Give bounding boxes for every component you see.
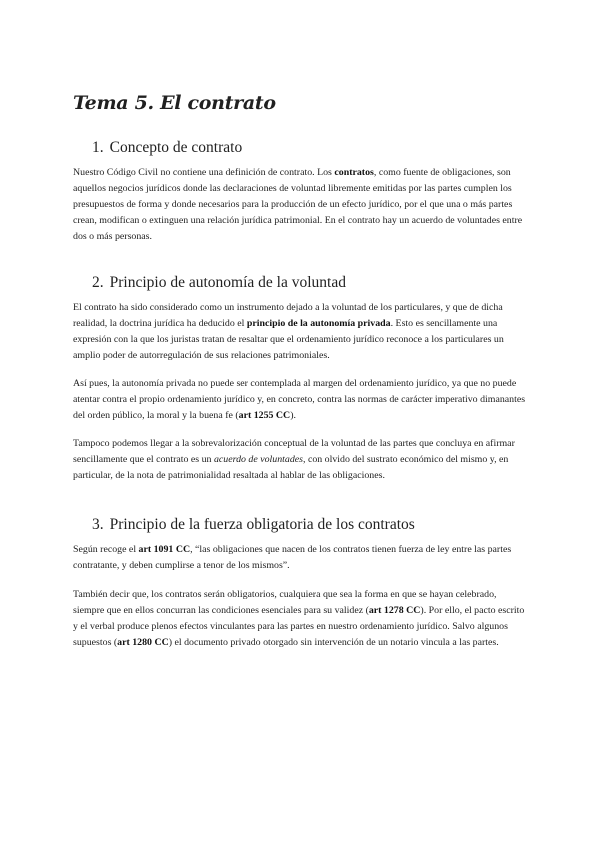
paragraph: [73, 376, 529, 424]
section-heading-3: [92, 516, 415, 534]
bold-term: principio de la autonomía privada: [246, 317, 391, 329]
bold-term: art 1255 CC: [238, 409, 291, 421]
paragraph: [73, 300, 529, 364]
document-title: Tema 5. El contrato: [73, 92, 276, 114]
bold-term: contratos: [334, 167, 374, 178]
section-number: 3.: [92, 516, 104, 533]
section-number: 2.: [92, 274, 104, 291]
text: , “las obligaciones que nacen de los contratos tienen fuerza de ley entre las partes contratante, y deben cumplirse a tenor de los mismos”.: [73, 544, 512, 571]
section-heading-2: [92, 274, 346, 292]
paragraph: [73, 587, 529, 651]
text: ). Por ello, el pacto escrito y el verbal produce plenos efectos vinculantes para las partes en nuestro ordenamiento jurídico. Salvo algunos supuestos (: [73, 604, 525, 648]
text: También decir que, los contratos serán obligatorios, cualquiera que sea la forma en que se hayan celebrado, siempre que en ellos concurran las condiciones esenciales para su validez (: [73, 589, 497, 616]
text: ).: [290, 409, 296, 421]
paragraph: [73, 436, 529, 484]
text: Así pues, la autonomía privada no puede ser contemplada al margen del ordenamiento jurídico, ya que no puede atentar contra el propio ordenamiento jurídico y, en concreto, contra las normas de carácter imperativo dimanantes del orden público, la moral y la buena fe (: [73, 378, 526, 421]
text: . Esto es sencillamente una expresión con la que los juristas tratan de resaltar que el ordenamiento jurídico reconoce a los particulares un amplio poder de autorregulación de sus relaciones patrimoniales.: [73, 317, 504, 361]
section-title: Principio de autonomía de la voluntad: [109, 274, 346, 291]
text: Nuestro Código Civil no contiene una definición de contrato. Los: [73, 167, 335, 178]
text: , como fuente de obligaciones, son aquellos negocios jurídicos donde las declaraciones de voluntad libremente emitidas por las partes cumplen los presupuestos de forma y donde necesarios para la producción de un efecto jurídico, por el que una o más partes crean, modifican o extinguen una relación jurídica patrimonial. En el contrato hay un acuerdo de voluntades entre dos o más personas.: [73, 167, 523, 242]
bold-term: art 1091 CC: [138, 544, 191, 555]
bold-term: art 1280 CC: [117, 636, 169, 648]
text: , con olvido del sustrato económico del mismo y, en particular, de la nota de patrimonialidad resaltada al hablar de las obligaciones.: [73, 453, 509, 481]
paragraph: [73, 165, 529, 245]
section-title: Principio de la fuerza obligatoria de los contratos: [109, 516, 415, 533]
paragraph: [73, 542, 529, 574]
section-number: 1.: [92, 139, 104, 156]
text: Según recoge el: [73, 544, 139, 555]
italic-term: acuerdo de voluntades: [213, 453, 303, 465]
text: El contrato ha sido considerado como un instrumento dejado a la voluntad de los particulares, y que de dicha realidad, la doctrina jurídica ha deducido el: [73, 302, 503, 329]
text: Tampoco podemos llegar a la sobrevalorización conceptual de la voluntad de las partes que concluya en afirmar sencillamente que el contrato es un: [73, 438, 515, 465]
section-title: Concepto de contrato: [109, 139, 243, 156]
bold-term: art 1278 CC: [368, 604, 421, 616]
text: ) el documento privado otorgado sin intervención de un notario vincula a las partes.: [168, 636, 499, 648]
section-heading-1: [92, 139, 242, 157]
